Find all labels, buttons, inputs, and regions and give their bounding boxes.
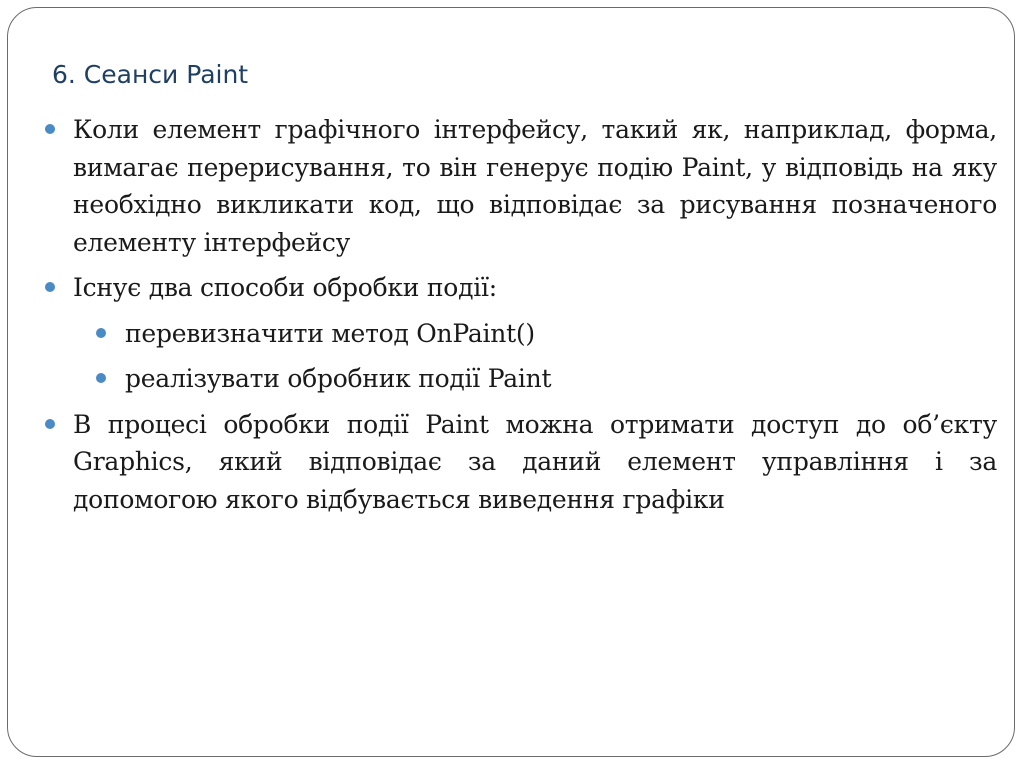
slide-content — [45, 111, 997, 526]
bullet-item-handling-methods — [45, 269, 997, 307]
bullet-item-paint-event — [45, 111, 997, 261]
slide-frame — [7, 7, 1015, 757]
sub-bullet-text: реалізувати обробник події Paint — [125, 364, 552, 393]
bullet-list — [45, 111, 997, 518]
bullet-dot-icon — [45, 419, 55, 429]
sub-bullet-item-override-onpaint — [45, 315, 997, 353]
bullet-text: В процесі обробки події Paint можна отримати доступ до об’єкту Graphics, який відповідає за даний елемент управління і за допомогою якого відбувається виведення графіки — [73, 409, 997, 514]
sub-bullet-item-event-handler — [45, 360, 997, 398]
bullet-text: Існує два способи обробки події: — [73, 273, 497, 302]
bullet-dot-icon — [96, 328, 106, 338]
bullet-dot-icon — [45, 124, 55, 134]
bullet-dot-icon — [45, 282, 55, 292]
bullet-dot-icon — [96, 373, 106, 383]
bullet-text: Коли елемент графічного інтерфейсу, такий як, наприклад, форма, вимагає перерисування, то він генерує подію Paint, у відповідь на яку необхідно викликати код, що відповідає за рисування позначеного елементу інтерфейсу — [73, 115, 997, 257]
sub-bullet-text: перевизначити метод OnPaint() — [125, 318, 535, 348]
bullet-item-graphics-access — [45, 406, 997, 519]
slide-title: 6. Сеанси Paint — [52, 60, 249, 89]
